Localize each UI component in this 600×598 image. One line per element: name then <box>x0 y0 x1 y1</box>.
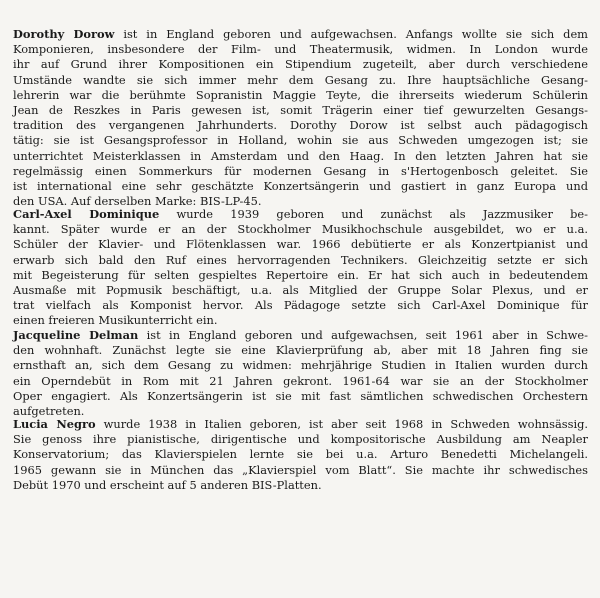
bio-line: 1965 gewann sie in München das „Klavierspiel vom Blatt“. Sie machte ihr schwedisches <box>13 462 588 477</box>
bio-line: lehrerin war die berühmte Sopranistin Maggie Teyte, die ihrerseits wiederum Schülerin <box>13 87 588 102</box>
bio-line: Umstände wandte sie sich immer mehr dem Gesang zu. Ihre hauptsächliche Gesang- <box>13 72 588 87</box>
bio-line: Dorothy Dorow ist in England geboren und aufgewachsen. Anfangs wollte sie sich dem <box>13 27 588 41</box>
bio-line: mit Begeisterung für selten gespieltes Repertoire ein. Er hat sich auch in bedeutendem <box>13 267 588 282</box>
bio-line: Carl-Axel Dominique wurde 1939 geboren und zunächst als Jazzmusiker be- <box>13 207 588 221</box>
bio-line: den wohnhaft. Zunächst legte sie eine Klavierprüfung ab, aber mit 18 Jahren fing sie <box>13 343 588 358</box>
bio-line: Lucia Negro wurde 1938 in Italien geboren, ist aber seit 1968 in Schweden wohnsässig. <box>13 417 588 431</box>
bio-line: ist international eine sehr geschätzte Konzertsängerin und gastiert in ganz Europa und <box>13 179 588 194</box>
bio-line: einen freieren Musikunterricht ein. <box>13 313 218 328</box>
bio-line: Sie genoss ihre pianistische, dirigentische und kompositorische Ausbildung am Neapler <box>13 432 588 447</box>
bio-line: aufgetreten. <box>13 404 85 419</box>
bio-line: kannt. Später wurde er an der Stockholmer Musikhochschule ausgebildet, wo er u.a. <box>13 222 588 237</box>
bio-jacqueline-delman <box>13 328 588 419</box>
bio-line: trat vielfach als Komponist hervor. Als Pädagoge setzte sich Carl-Axel Dominique für <box>13 298 588 313</box>
bio-line: unterrichtet Meisterklassen in Amsterdam und den Haag. In den letzten Jahren hat sie <box>13 148 588 163</box>
bio-name: Lucia Negro <box>13 417 96 431</box>
bio-line: den USA. Auf derselben Marke: BIS-LP-45. <box>13 194 262 209</box>
bio-line: Komponieren, insbesondere der Film- und Theatermusik, widmen. In London wurde <box>13 42 588 57</box>
bio-line: Konservatorium; das Klavierspielen lernte sie bei u.a. Arturo Benedetti Michelangeli. <box>13 447 588 462</box>
bio-line: Jacqueline Delman ist in England geboren und aufgewachsen, seit 1961 aber in Schwe- <box>13 328 589 342</box>
bio-line: tätig: sie ist Gesangsprofessor in Holland, wohin sie aus Schweden umgezogen ist; sie <box>13 133 588 148</box>
bio-line: erwarb sich bald den Ruf eines hervorragenden Technikers. Gleichzeitig setzte er sich <box>13 252 588 267</box>
bio-name: Jacqueline Delman <box>13 328 139 342</box>
bio-line: ernsthaft an, sich dem Gesang zu widmen: mehrjährige Studien in Italien wurden durch <box>13 358 588 373</box>
bio-line: Schüler der Klavier- und Flötenklassen war. 1966 debütierte er als Konzertpianist und <box>13 237 588 252</box>
bio-name: Dorothy Dorow <box>13 27 115 41</box>
bio-lucia-negro <box>13 417 588 493</box>
bio-carl-axel-dominique <box>13 207 588 329</box>
bio-line: Oper engagiert. Als Konzertsängerin ist sie mit fast sämtlichen schwedischen Orchestern <box>13 388 588 403</box>
bio-line: Jean de Reszkes in Paris gewesen ist, somit Trägerin einer tief gewurzelten Gesangs- <box>13 103 588 118</box>
bio-name: Carl-Axel Dominique <box>13 207 160 221</box>
bio-line: ein Operndebüt in Rom mit 21 Jahren gekront. 1961-64 war sie an der Stockholmer <box>13 373 588 388</box>
bio-line: Debüt 1970 und erscheint auf 5 anderen BIS-Platten. <box>13 477 322 492</box>
bio-line: Ausmaße mit Popmusik beschäftigt, u.a. als Mitglied der Gruppe Solar Plexus, und er <box>13 283 588 298</box>
bio-line: tradition des vergangenen Jahrhunderts. Dorothy Dorow ist selbst auch pädagogisch <box>13 118 588 133</box>
bio-line: regelmässig einen Sommerkurs für modernen Gesang in s'Hertogenbosch geleitet. Sie <box>13 163 588 178</box>
bio-dorothy-dorow <box>13 27 588 209</box>
bio-line: ihr auf Grund ihrer Kompositionen ein Stipendium zugeteilt, aber durch verschiedene <box>13 57 588 72</box>
